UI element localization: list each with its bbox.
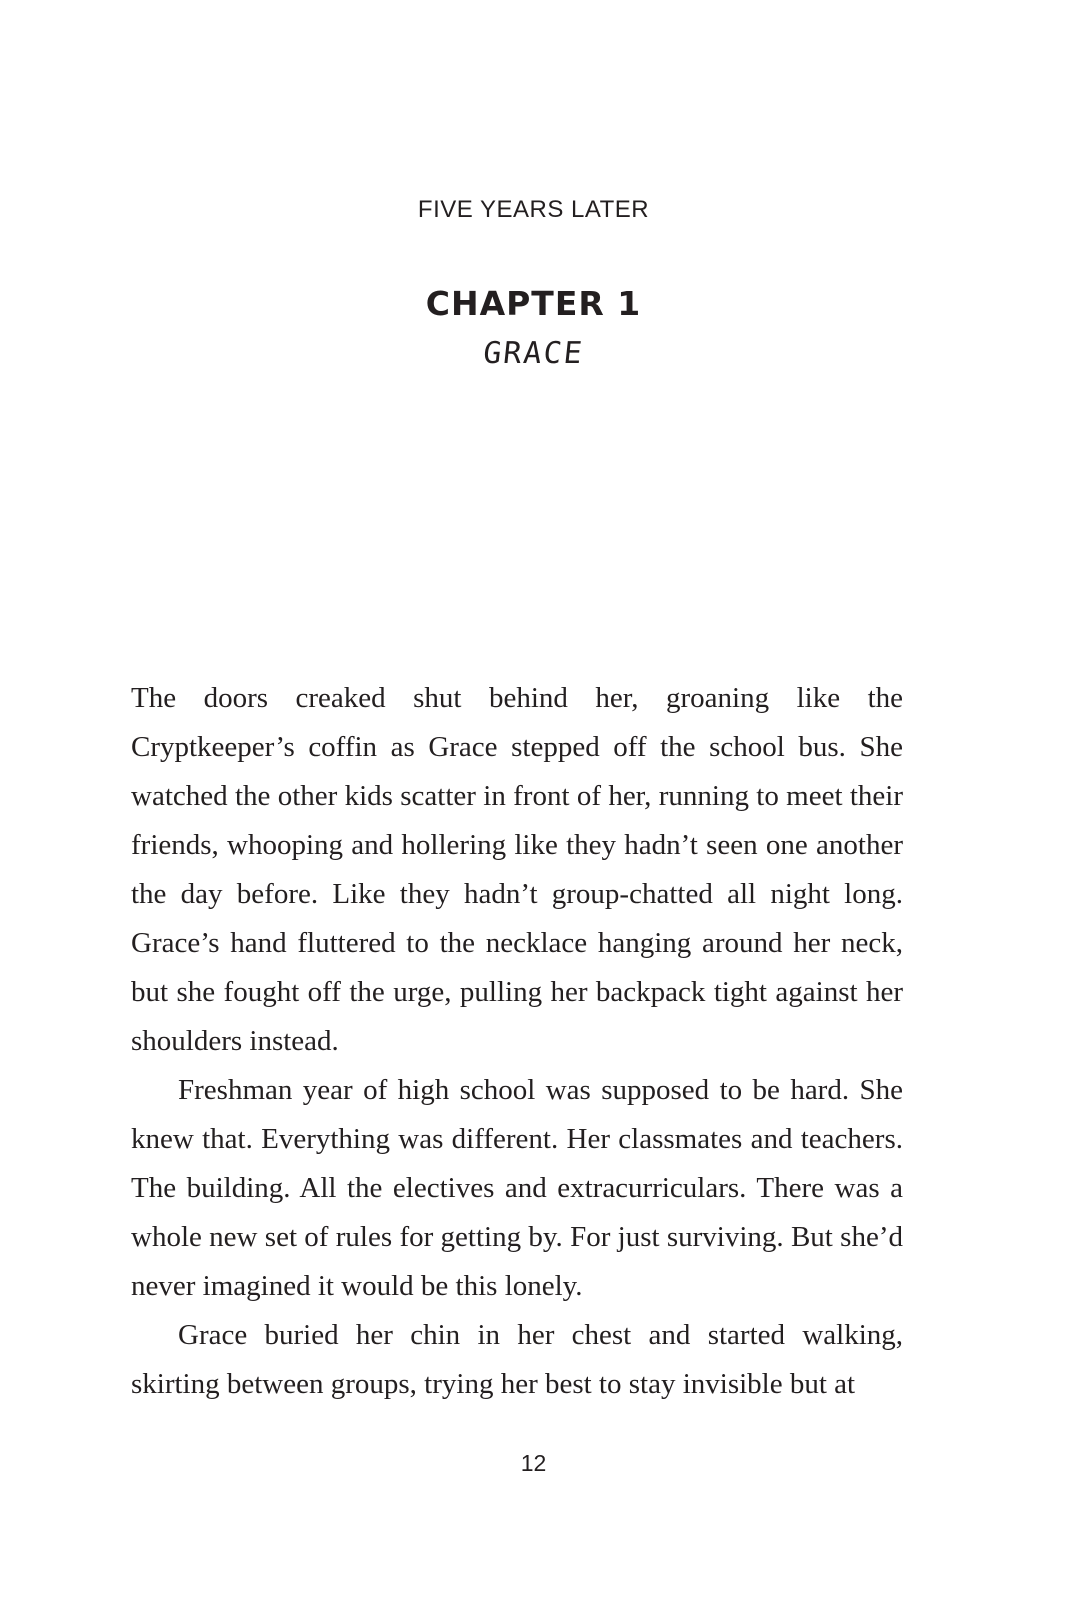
paragraph-2: Freshman year of high school was supposed to be hard. She knew that. Everything was different. Her classmates and teachers. The building. All the electives and extracurriculars. There was a whole new set of rules for getting by. For just surviving. But she’d never imagined it would be this lonely. — [131, 1074, 903, 1302]
page-number: 12 — [520, 1450, 547, 1476]
chapter-body — [131, 674, 903, 1409]
paragraph-1: The doors creaked shut behind her, groaning like the Cryptkeeper’s coffin as Grace stepped off the school bus. She watched the other kids scatter in front of her, running to meet their friends, whooping and hollering like they hadn’t seen one another the day before. Like they hadn’t group-chatted all night long. Grace’s hand fluttered to the necklace hanging around her neck, but she fought off the urge, pulling her backpack tight against her shoulders instead. — [131, 682, 903, 1057]
chapter-name: GRACE — [481, 336, 586, 371]
paragraph-3: Grace buried her chin in her chest and started walking, skirting between groups, trying her best to stay invisible but at — [131, 1319, 903, 1400]
section-kicker: FIVE YEARS LATER — [417, 196, 650, 223]
chapter-number: CHAPTER 1 — [425, 284, 642, 323]
